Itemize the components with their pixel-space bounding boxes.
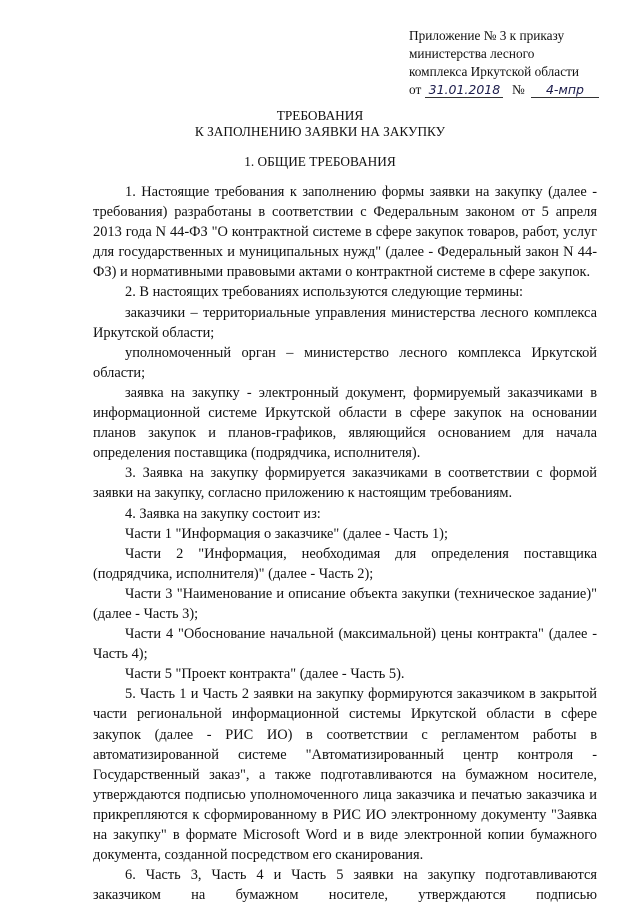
appendix-line-3: комплекса Иркутской области: [409, 64, 580, 79]
paragraph-6: 3. Заявка на закупку формируется заказчиками в соответствии с формой заявки на закупку, согласно приложению к настоящим требованиям.: [93, 465, 597, 502]
paragraph-8: Части 1 "Информация о заказчике" (далее - Часть 1);: [125, 525, 448, 542]
paragraph-7: 4. Заявка на закупку состоит из:: [125, 505, 321, 522]
appendix-order-line: [409, 81, 609, 99]
from-label: от: [409, 82, 422, 97]
paragraph-13: 5. Часть 1 и Часть 2 заявки на закупку формируются заказчиком в закрытой части региональной информационной системы Иркутской области в сфере закупок (далее - РИС ИО) в соответствии с регламентом работы в автоматизированной системе "Автоматизированный центр контроля - Государственный заказ", а также подготавливаются на бумажном носителе, утверждаются подписью уполномоченного лица заказчика и печатью заказчика и прикрепляются к сформированному в РИС ИО электронному документу "Заявка на закупку" в формате Microsoft Word и в виде электронной копии бумажного документа, созданной посредством его сканирования.: [93, 686, 597, 864]
paragraph-5: заявка на закупку - электронный документ, формируемый заказчиками в информационной системе Иркутской области в сфере закупок на основании планов закупок и планов-графиков, являющийся основанием для начала определения поставщика (подрядчика, исполнителя).: [93, 384, 597, 462]
paragraph-2: 2. В настоящих требованиях используются следующие термины:: [125, 284, 524, 301]
handwritten-number: 4-мпр: [531, 83, 599, 98]
paragraph-10: Части 3 "Наименование и описание объекта закупки (техническое задание)" (далее - Часть 3);: [93, 585, 597, 622]
section-heading: 1. ОБЩИЕ ТРЕБОВАНИЯ: [244, 154, 396, 169]
appendix-line-1: Приложение № 3 к приказу: [409, 28, 565, 43]
paragraph-9: Части 2 "Информация, необходимая для определения поставщика (подрядчика, исполнителя)" (далее - Часть 2);: [93, 545, 597, 582]
paragraph-12: Части 5 "Проект контракта" (далее - Часть 5).: [125, 666, 405, 683]
document-body: [93, 182, 597, 905]
document-title: ТРЕБОВАНИЯ: [276, 108, 364, 123]
paragraph-11: Части 4 "Обоснование начальной (максимальной) цены контракта" (далее - Часть 4);: [93, 626, 597, 663]
handwritten-date: 31.01.2018: [425, 83, 503, 98]
paragraph-14: 6. Часть 3, Часть 4 и Часть 5 заявки на закупку подготавливаются заказчиком на бумажном носителе, утверждаются подписью: [93, 867, 597, 904]
paragraph-3: заказчики – территориальные управления министерства лесного комплекса Иркутской области;: [93, 304, 597, 341]
appendix-line-2: министерства лесного: [409, 46, 535, 61]
paragraph-4: уполномоченный орган – министерство лесного комплекса Иркутской области;: [93, 344, 597, 381]
appendix-block: [409, 27, 609, 99]
document-subtitle: К ЗАПОЛНЕНИЮ ЗАЯВКИ НА ЗАКУПКУ: [194, 124, 446, 139]
number-label: №: [511, 82, 525, 97]
paragraph-1: 1. Настоящие требования к заполнению формы заявки на закупку (далее - требования) разработаны в соответствии с Федеральным законом от 5 апреля 2013 года N 44-ФЗ "О контрактной системе в сфере закупок товаров, работ, услуг для государственных и муниципальных нужд" (далее - Федеральный закон N 44-ФЗ) и нормативными правовыми актами о контрактной системе в сфере закупок.: [93, 184, 597, 281]
